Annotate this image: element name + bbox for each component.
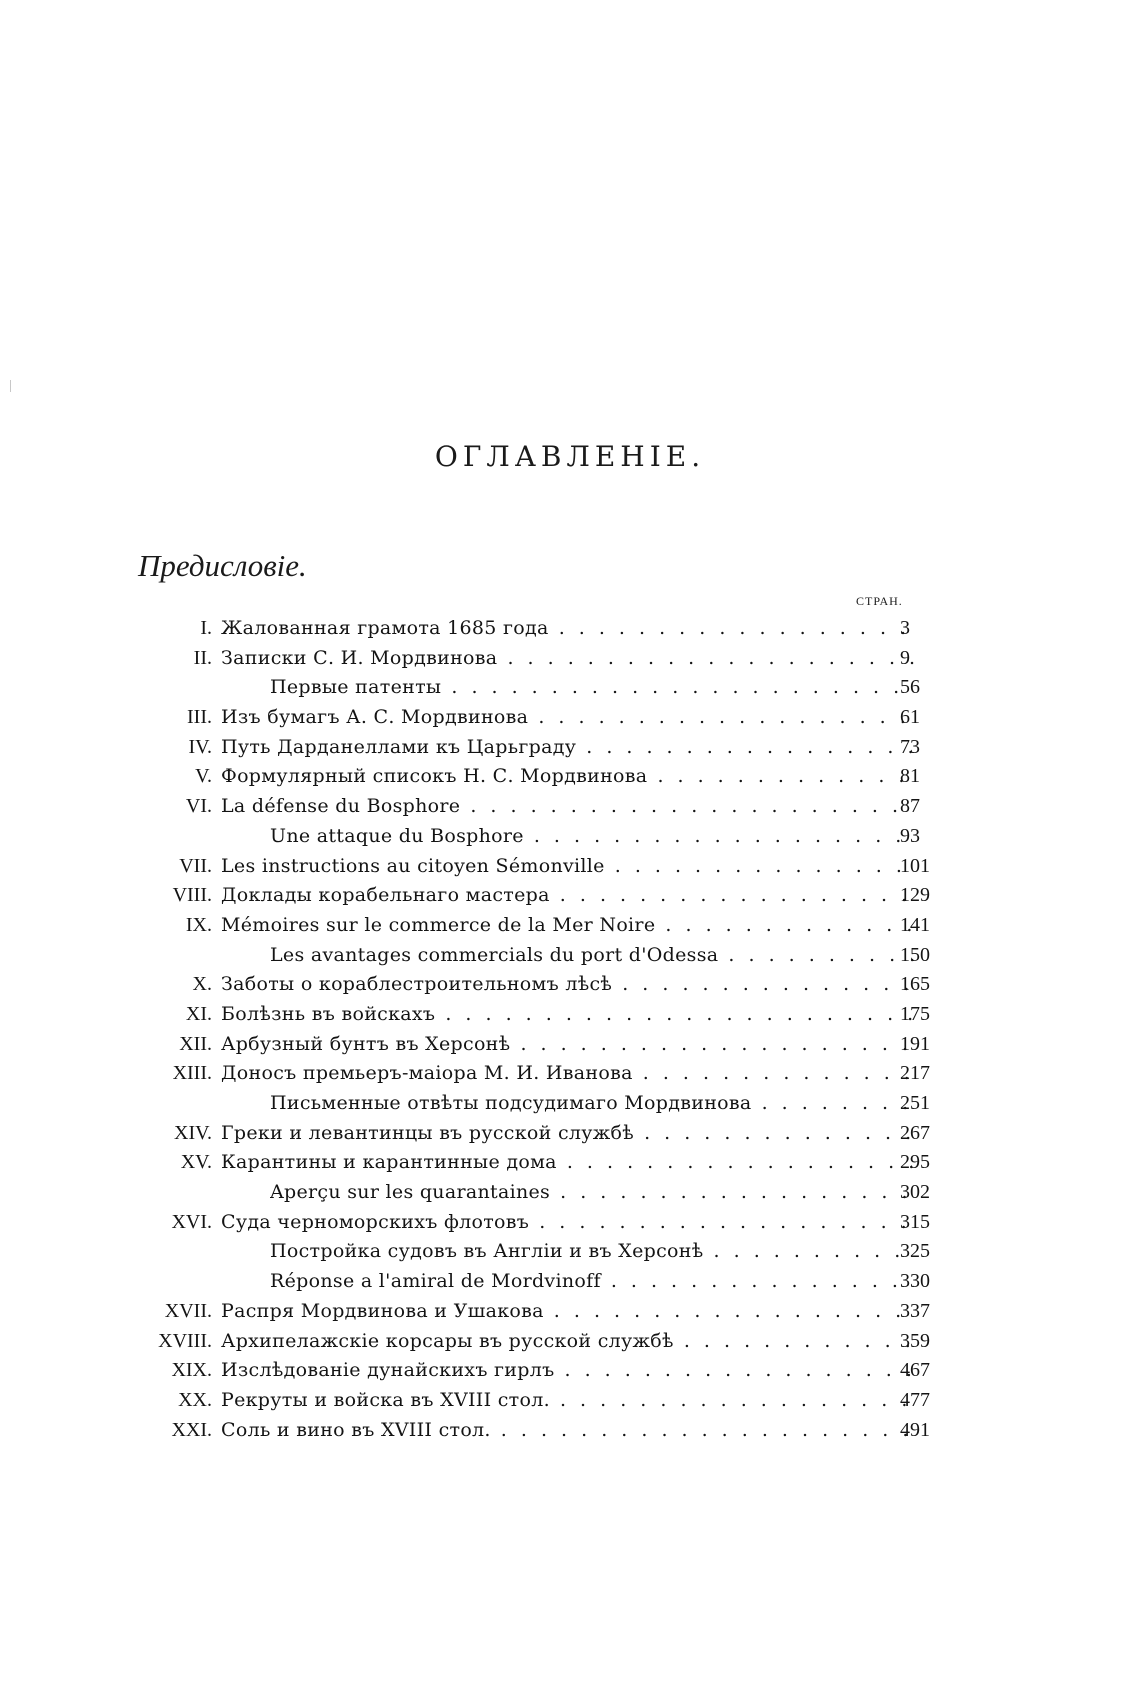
toc-entry: [0, 762, 1140, 792]
toc-entry-page: 267: [900, 1121, 930, 1144]
toc-entry: [0, 614, 1140, 644]
toc-entry-title: Греки и левантинцы въ русской службѣ . . .: [221, 1119, 914, 1149]
toc-entry: [0, 1000, 1140, 1030]
toc-entry-title: Болѣзнь въ войскахъ . . .: [221, 1000, 914, 1030]
toc-entry-number: III.: [187, 706, 212, 729]
toc-entry: [0, 1237, 1140, 1267]
toc-entry: [0, 1089, 1140, 1119]
toc-entry: [0, 1119, 1140, 1149]
toc-entry-page: 81: [900, 765, 920, 788]
toc-entry-number: IV.: [188, 735, 212, 758]
toc-entry-page: 175: [900, 1002, 930, 1025]
toc-entry: [0, 1148, 1140, 1178]
toc-entry-page: 129: [900, 884, 930, 907]
toc-entry: [0, 881, 1140, 911]
toc-entry-page: 87: [900, 795, 920, 818]
toc-entry: [0, 822, 1140, 852]
toc-entry-number: XV.: [180, 1151, 212, 1174]
toc-entry: [0, 1030, 1140, 1060]
toc-entry-page: 302: [900, 1181, 930, 1204]
toc-entry-title: Les instructions au citoyen Sémonville . . .: [221, 852, 914, 882]
toc-entry-page: 191: [900, 1032, 930, 1055]
toc-entry-number: XXI.: [171, 1418, 212, 1441]
toc-entry-number: XIX.: [171, 1359, 212, 1382]
toc-entry: [0, 644, 1140, 674]
toc-entry-title: Mémoires sur le commerce de la Mer Noire . . .: [221, 911, 914, 941]
toc-entry-number: I.: [200, 617, 212, 639]
page-title: ОГЛАВЛЕНІЕ.: [434, 440, 706, 473]
toc-entry-title: Доносъ премьеръ-маіора М. И. Иванова . . .: [221, 1059, 914, 1089]
toc-entry-page: 61: [900, 706, 920, 729]
toc-entry-page: 330: [900, 1270, 930, 1293]
toc-entry-title: Изслѣдованіе дунайскихъ гирлъ . . .: [221, 1356, 914, 1386]
toc-entry-page: 315: [900, 1210, 930, 1233]
toc-entry-title: Постройка судовъ въ Англіи и въ Херсонѣ . . .: [270, 1237, 914, 1267]
toc-entry-title: Réponse a l'amiral de Mordvinoff . . .: [270, 1267, 914, 1297]
toc-entry-page: 150: [900, 943, 930, 966]
toc-entry-title: Карантины и карантинные дома . . .: [221, 1148, 914, 1178]
toc-entry-title: Доклады корабельнаго мастера . . .: [221, 881, 914, 911]
toc-entry-number: VIII.: [172, 884, 212, 907]
toc-entry: [0, 1356, 1140, 1386]
toc-entry-title: Заботы о кораблестроительномъ лѣсѣ . . .: [221, 970, 914, 1000]
toc-entry-title: Суда черноморскихъ флотовъ . . .: [221, 1208, 914, 1238]
toc-entry-page: 217: [900, 1062, 930, 1085]
page-column-header: СТРАН.: [856, 594, 903, 608]
toc-entry-title: Путь Дарданеллами къ Царьграду . . .: [221, 733, 914, 763]
table-of-contents: [0, 614, 1140, 1445]
toc-entry-page: 73: [900, 735, 920, 758]
toc-entry: [0, 1059, 1140, 1089]
toc-entry-title: Une attaque du Bosphore . . .: [270, 822, 914, 852]
toc-entry-page: 3: [900, 617, 910, 639]
toc-entry-number: X.: [192, 973, 212, 996]
toc-entry: [0, 1327, 1140, 1357]
toc-entry-number: XI.: [185, 1002, 212, 1025]
toc-entry: [0, 911, 1140, 941]
toc-entry-title: Соль и вино въ XVIII стол. . . .: [221, 1416, 914, 1446]
toc-entry: [0, 1208, 1140, 1238]
toc-entry-title: Письменные отвѣты подсудимаго Мордвинова . . .: [270, 1089, 914, 1119]
toc-entry: [0, 703, 1140, 733]
toc-entry-number: II.: [193, 646, 212, 669]
toc-entry-number: XVI.: [171, 1210, 212, 1233]
toc-entry-page: 477: [900, 1388, 930, 1411]
toc-entry-page: 491: [900, 1418, 930, 1441]
toc-entry: [0, 673, 1140, 703]
toc-entry: [0, 792, 1140, 822]
toc-entry: [0, 1416, 1140, 1446]
toc-entry-title: Рекруты и войска въ XVIII стол. . . .: [221, 1386, 914, 1416]
toc-entry: [0, 1267, 1140, 1297]
toc-entry-number: XVII.: [164, 1299, 212, 1322]
toc-entry-page: 165: [900, 973, 930, 996]
preface-heading: Предисловіе.: [138, 548, 307, 583]
toc-entry: [0, 941, 1140, 971]
toc-entry-number: V.: [195, 765, 212, 788]
toc-entry-title: Записки С. И. Мордвинова . . .: [221, 644, 914, 674]
toc-entry-page: 325: [900, 1240, 930, 1263]
toc-entry-number: XIII.: [172, 1062, 212, 1085]
toc-entry-title: Архипелажскіе корсары въ русской службѣ . . .: [221, 1327, 914, 1357]
toc-entry-page: 359: [900, 1329, 930, 1352]
scan-edge-mark: [10, 380, 11, 392]
toc-entry: [0, 733, 1140, 763]
toc-entry: [0, 1297, 1140, 1327]
toc-entry-title: La défense du Bosphore . . .: [221, 792, 914, 822]
toc-entry-title: Aperçu sur les quarantaines . . .: [270, 1178, 914, 1208]
toc-entry-title: Les avantages commercials du port d'Odessa . . .: [270, 941, 914, 971]
toc-entry-number: XVIII.: [158, 1329, 212, 1352]
toc-entry-number: VII.: [179, 854, 212, 877]
toc-entry: [0, 852, 1140, 882]
toc-entry-page: 141: [900, 913, 930, 936]
toc-entry-title: Первые патенты . . .: [270, 673, 914, 703]
toc-entry-page: 337: [900, 1299, 930, 1322]
toc-entry-number: VI.: [185, 795, 212, 818]
toc-entry-number: IX.: [185, 913, 212, 936]
toc-entry-page: 467: [900, 1359, 930, 1382]
toc-entry-title: Изъ бумагъ А. С. Мордвинова . . .: [221, 703, 914, 733]
toc-entry-page: 295: [900, 1151, 930, 1174]
toc-entry: [0, 1386, 1140, 1416]
toc-entry-page: 251: [900, 1092, 930, 1114]
toc-entry-number: XX.: [178, 1388, 212, 1411]
toc-entry-number: XII.: [179, 1032, 212, 1055]
toc-entry-title: Распря Мордвинова и Ушакова . . .: [221, 1297, 914, 1327]
toc-entry-title: Жалованная грамота 1685 года . . .: [221, 614, 914, 644]
toc-entry-page: 56: [900, 676, 920, 699]
toc-entry-title: Формулярный списокъ Н. С. Мордвинова . . .: [221, 762, 914, 792]
toc-entry-page: 93: [900, 824, 920, 847]
toc-entry-title: Арбузный бунтъ въ Херсонѣ . . .: [221, 1030, 914, 1060]
toc-entry-page: 9: [900, 646, 910, 669]
toc-entry-number: XIV.: [174, 1121, 212, 1144]
toc-entry: [0, 1178, 1140, 1208]
toc-entry-page: 101: [900, 854, 930, 877]
toc-entry: [0, 970, 1140, 1000]
